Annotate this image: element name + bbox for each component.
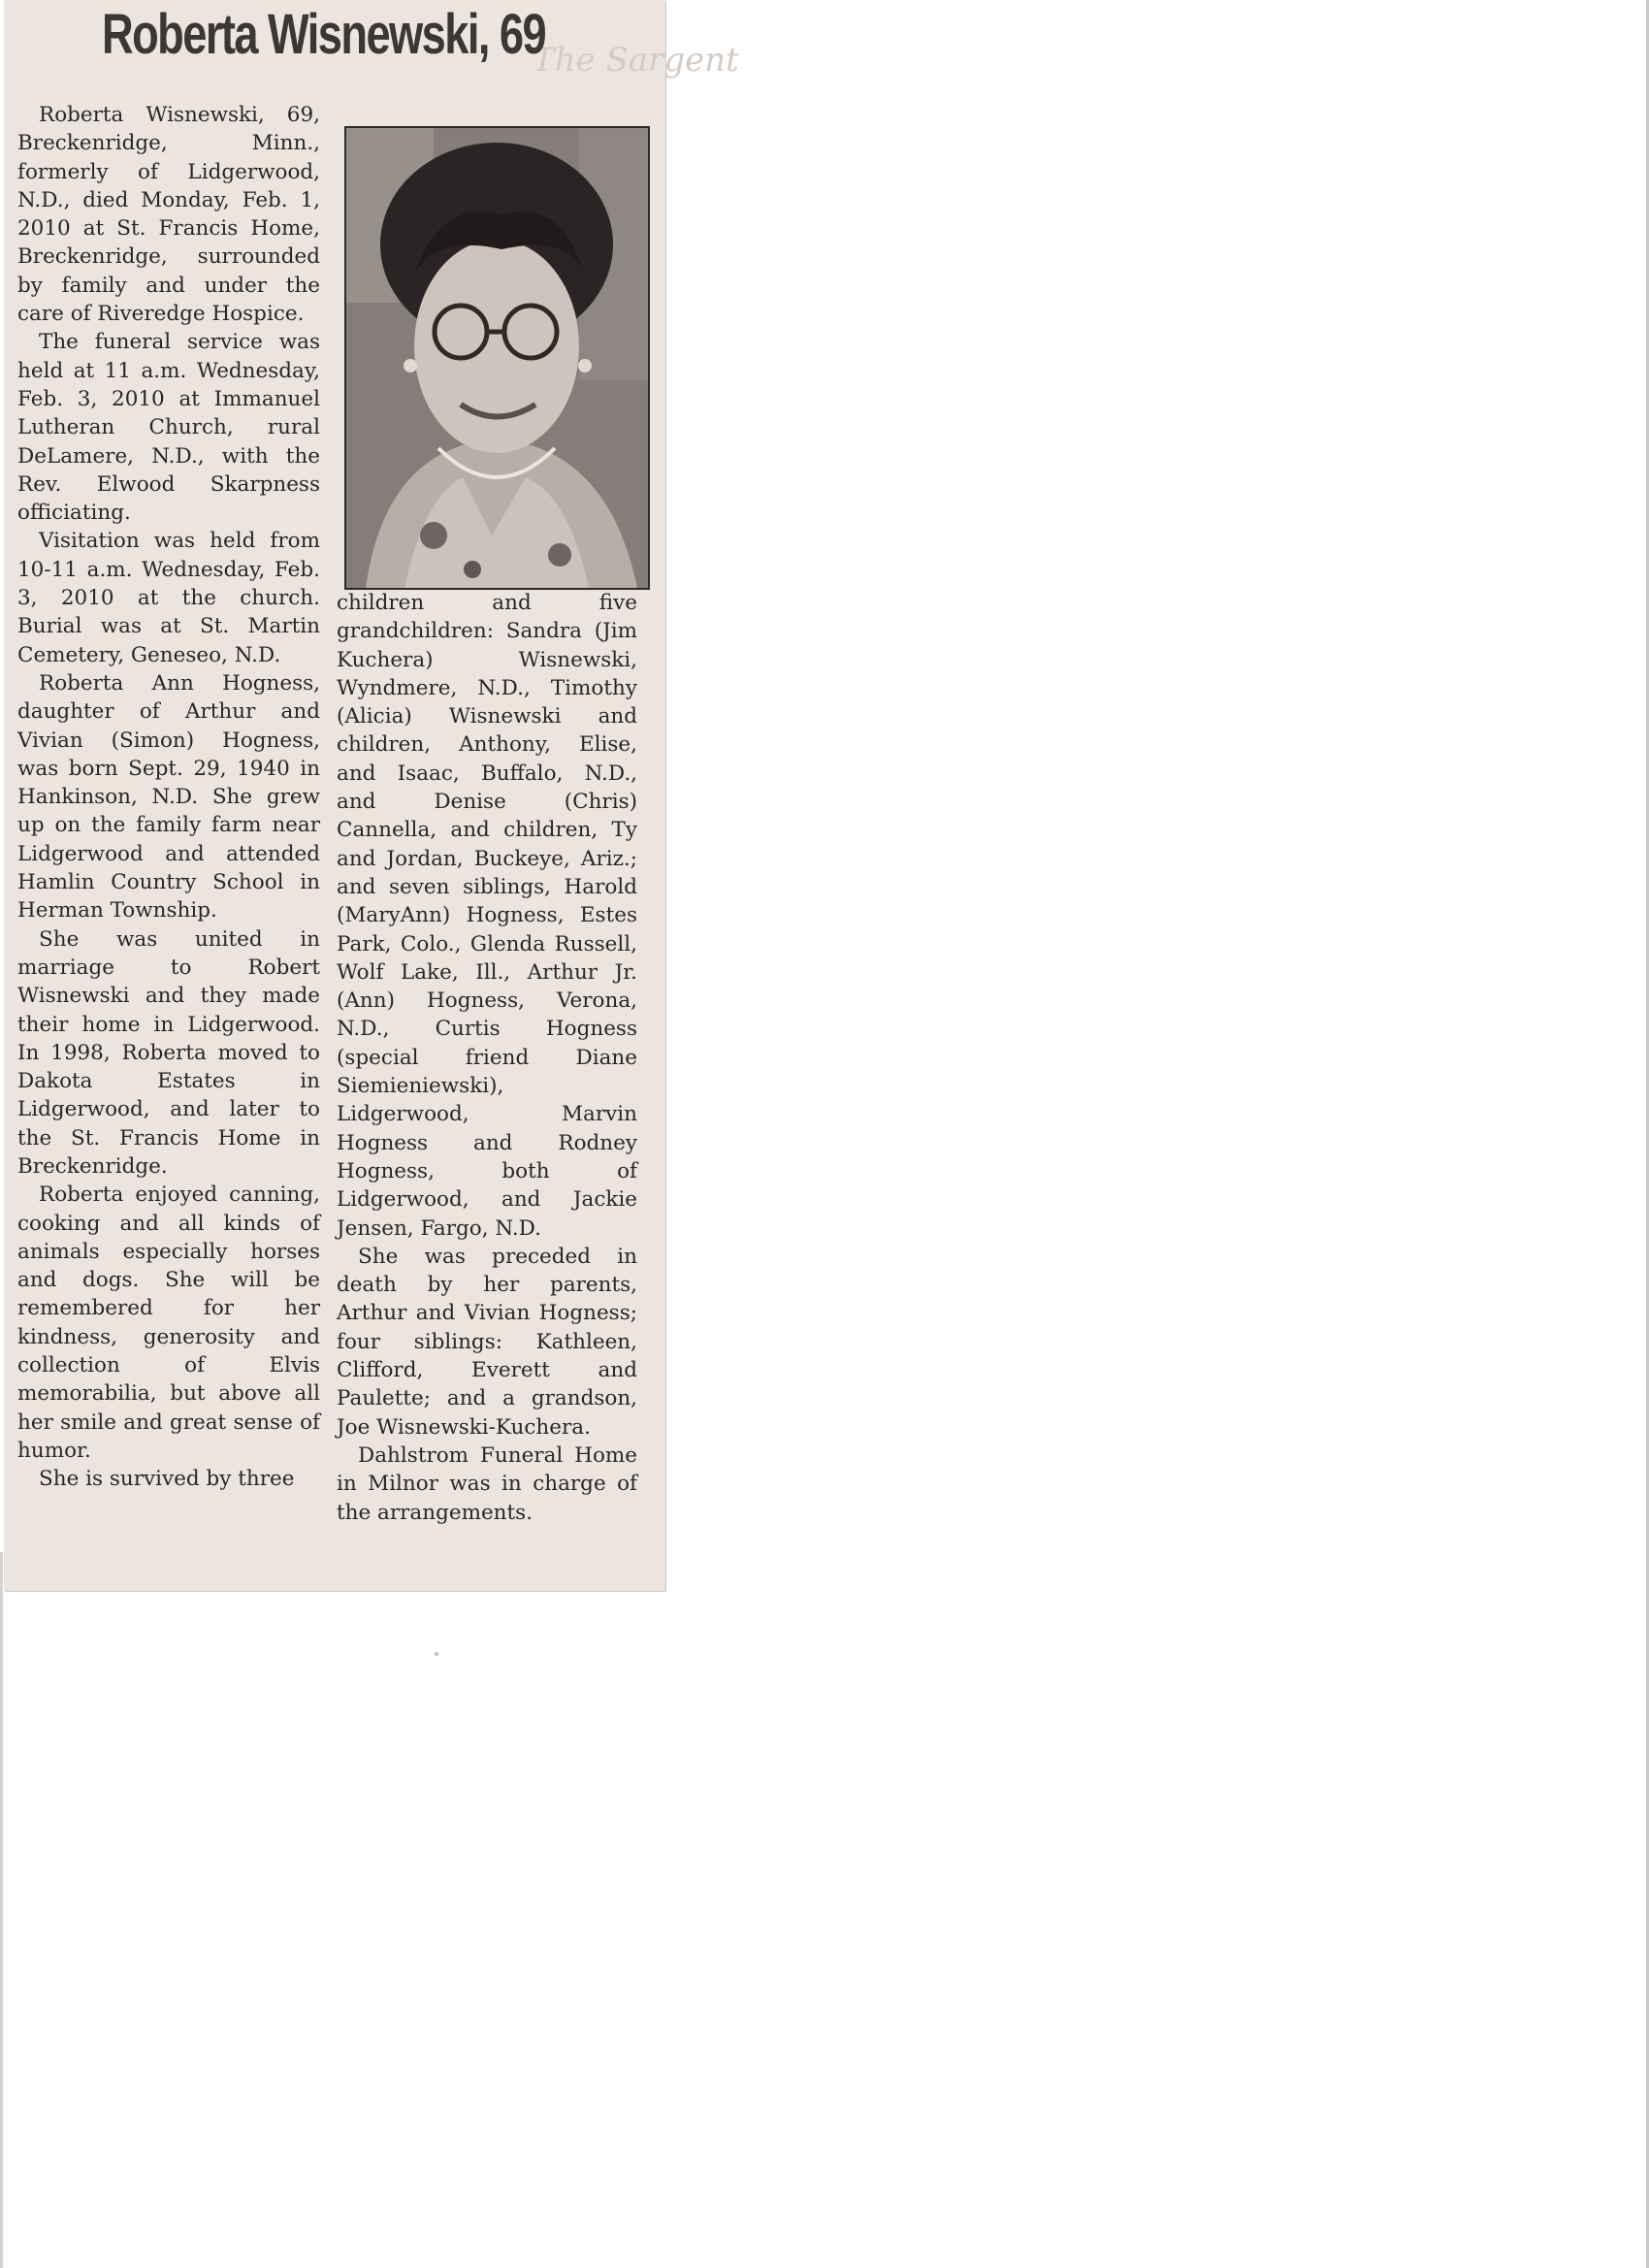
scan-speck bbox=[435, 1652, 438, 1656]
obituary-paragraph: Roberta Wisnewski, 69, Breckenridge, Minn., formerly of Lidgerwood, N.D., died Monday, Feb. 1, 2010 at St. Francis Home, Breckenridge, surrounded by family and under the care of Riveredge Hospice. bbox=[17, 103, 320, 327]
obituary-paragraph-continued: children and five grandchildren: Sandra (Jim Kuchera) Wisnewski, Wyndmere, N.D., Timothy (Alicia) Wisnewski and children, Anthony, Elise, and Isaac, Buffalo, N.D., and Denise (Chris) Cannella, and children, Ty and Jordan, Buckeye, Ariz.; and seven siblings, Harold (MaryAnn) Hogness, Estes Park, Colo., Glenda Russell, Wolf Lake, Ill., Arthur Jr. (Ann) Hogness, Verona, N.D., Curtis Hogness (special friend Diane Siemieniewski), Lidgerwood, Marvin Hogness and Rodney Hogness, both of Lidgerwood, and Jackie Jensen, Fargo, N.D. bbox=[337, 591, 637, 1241]
obituary-column-left bbox=[17, 101, 320, 1494]
scanner-edge-left bbox=[0, 1552, 3, 2268]
portrait-photo-icon bbox=[344, 126, 650, 590]
obituary-column-right bbox=[337, 589, 637, 1527]
obituary-headline: Roberta Wisnewski, 69 bbox=[102, 3, 546, 66]
portrait-photo-drawing bbox=[346, 128, 648, 588]
obituary-paragraph: She is survived by three bbox=[39, 1467, 295, 1492]
obituary-paragraph: Visitation was held from 10-11 a.m. Wednesday, Feb. 3, 2010 at the church. Burial was at St. Martin Cemetery, Geneseo, N.D. bbox=[17, 529, 320, 667]
obituary-paragraph: Roberta Ann Hogness, daughter of Arthur and Vivian (Simon) Hogness, was born Sept. 29, 1940 in Hankinson, N.D. She grew up on the family farm near Lidgerwood and attended Hamlin Country School in Herman Township. bbox=[17, 670, 320, 923]
bleed-through-masthead: The Sargent bbox=[533, 41, 739, 80]
obituary-paragraph: She was united in marriage to Robert Wisnewski and they made their home in Lidgerwood. In 1998, Roberta moved to Dakota Estates in Lidgerwood, and later to the St. Francis Home in Breckenridge. bbox=[17, 926, 320, 1179]
obituary-paragraph: She was preceded in death by her parents, Arthur and Vivian Hogness; four siblings: Kathleen, Clifford, Everett and Paulette; and a grandson, Joe Wisnewski-Kuchera. bbox=[337, 1244, 637, 1440]
obituary-paragraph: Dahlstrom Funeral Home in Milnor was in charge of the arrangements. bbox=[337, 1442, 637, 1525]
obituary-paragraph: The funeral service was held at 11 a.m. Wednesday, Feb. 3, 2010 at Immanuel Lutheran Church, rural DeLamere, N.D., with the Rev. Elwood Skarpness officiating. bbox=[17, 330, 320, 526]
obituary-paragraph: Roberta enjoyed canning, cooking and all kinds of animals especially horses and dogs. She will be remembered for her kindness, generosity and collection of Elvis memorabilia, but above all her smile and great sense of humor. bbox=[17, 1183, 320, 1463]
